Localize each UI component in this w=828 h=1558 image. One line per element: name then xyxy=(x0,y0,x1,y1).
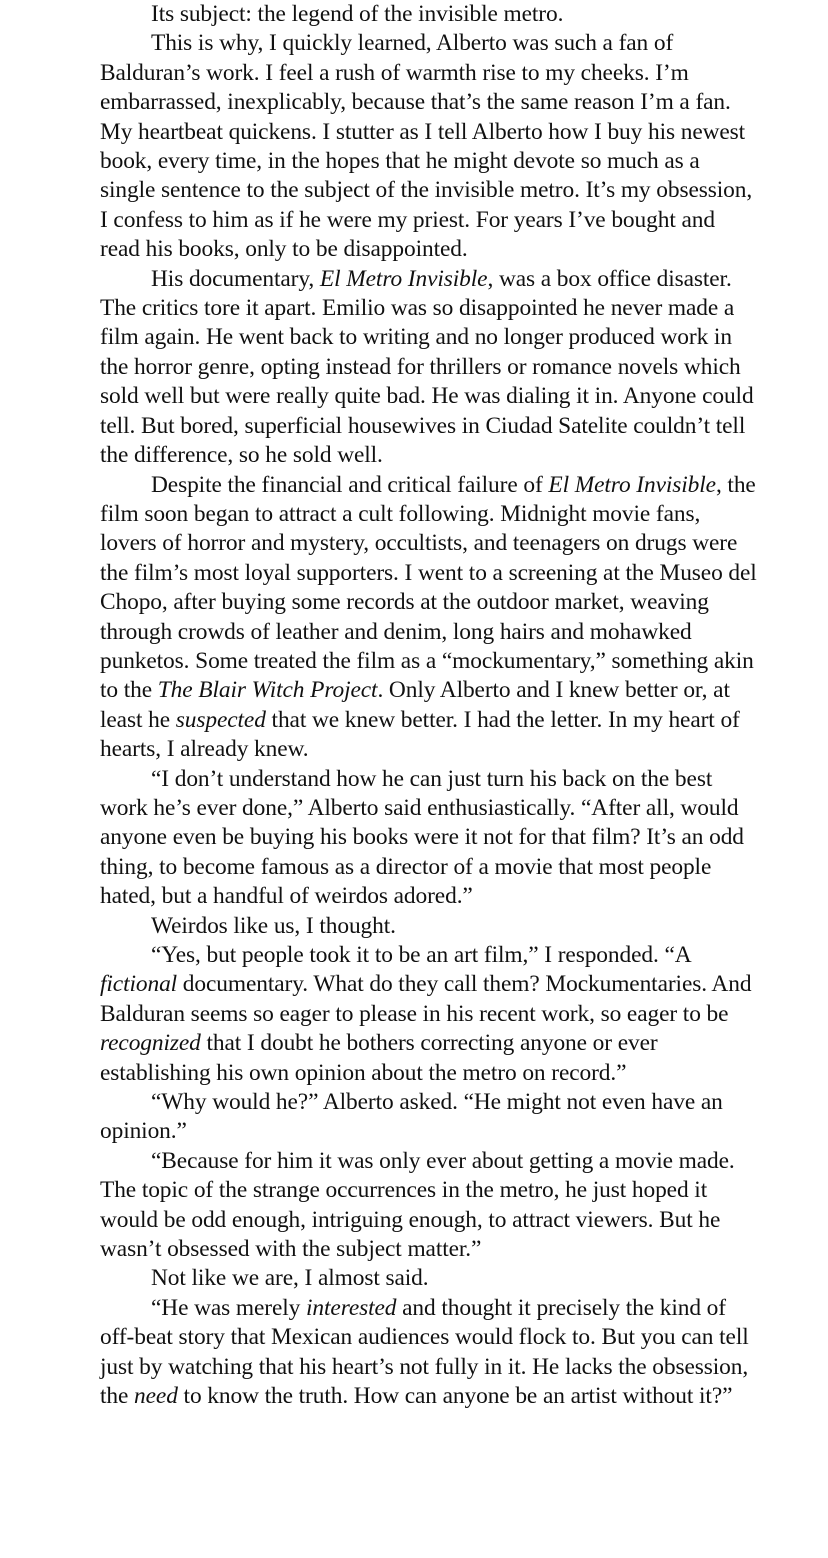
paragraph xyxy=(100,1264,760,1293)
text-run: “I don’t understand how he can just turn his back on the best work he’s ever done,” Alberto said enthusiastically. “After all, would anyone even be buying his books were it not for that film? It’s an odd thing, to become famous as a director of a movie that most people hated, but a handful of weirdos adored.” xyxy=(100,765,744,910)
paragraph xyxy=(100,471,760,765)
text-run: “Yes, but people took it to be an art film,” I responded. “A xyxy=(151,942,691,968)
book-page-text xyxy=(100,0,760,1412)
italic-text: interested xyxy=(306,1294,397,1321)
paragraph xyxy=(100,1088,760,1147)
italic-text: fictional xyxy=(100,971,178,998)
paragraph xyxy=(100,29,760,264)
italic-text: need xyxy=(134,1383,178,1410)
italic-text: recognized xyxy=(100,1030,201,1057)
paragraph xyxy=(100,1294,760,1412)
text-run: Not like we are, I almost said. xyxy=(151,1265,429,1292)
paragraph xyxy=(100,0,760,29)
paragraph xyxy=(100,941,760,1088)
text-run: Despite the financial and critical failure of xyxy=(151,471,549,498)
text-run: , was a box office disaster. The critics tore it apart. Emilio was so disappointed he never made a film again. He went back to writing and no longer produced work in the horror genre, opting instead for thrillers or romance novels which sold well but were really quite bad. He was dialing it in. Anyone could tell. But bored, superficial housewives in Ciudad Satelite couldn’t tell the difference, so he sold well. xyxy=(100,265,754,469)
italic-text: El Metro Invisible xyxy=(319,265,488,292)
paragraph xyxy=(100,912,760,941)
text-run: , the film soon began to attract a cult following. Midnight movie fans, lovers of horror and mystery, occultists, and teenagers on drugs were the film’s most loyal supporters. I went to a screening at the Museo del Chopo, after buying some records at the outdoor market, weaving through crowds of leather and denim, long hairs and mohawked punketos. Some treated the film as a “mockumentary,” something akin to the xyxy=(100,471,757,704)
italic-text: The Blair Witch Project xyxy=(157,677,378,704)
text-run: Its subject: the legend of the invisible metro. xyxy=(151,1,564,27)
text-run: to know the truth. How can anyone be an artist without it?” xyxy=(177,1383,733,1410)
text-run: This is why, I quickly learned, Alberto was such a fan of Balduran’s work. I feel a rush of warmth rise to my cheeks. I’m embarrassed, inexplicably, because that’s the same reason I’m a fan. My heartbeat quickens. I stutter as I tell Alberto how I buy his newest book, every time, in the hopes that he might devote so much as a single sentence to the subject of the invisible metro. It’s my obsession, I confess to him as if he were my priest. For years I’ve bought and read his books, only to be disappointed. xyxy=(100,30,753,263)
text-run: “He was merely xyxy=(151,1294,307,1321)
text-run: documentary. What do they call them? Mockumentaries. And Balduran seems so eager to please in his recent work, so eager to be xyxy=(100,971,752,1027)
text-run: . Only Alberto and I knew better or, at least he xyxy=(100,677,730,733)
italic-text: suspected xyxy=(175,706,266,733)
text-run: “Why would he?” Alberto asked. “He might not even have an opinion.” xyxy=(100,1089,723,1145)
text-run: Weirdos like us, I thought. xyxy=(151,912,396,939)
paragraph xyxy=(100,765,760,912)
paragraph xyxy=(100,265,760,471)
text-run: and thought it precisely the kind of off-beat story that Mexican audiences would flock to. But you can tell just by watching that his heart’s not fully in it. He lacks the obsession, the xyxy=(100,1294,749,1410)
text-run: “Because for him it was only ever about getting a movie made. The topic of the strange occurrences in the metro, he just hoped it would be odd enough, intriguing enough, to attract viewers. But he wasn’t obsessed with the subject matter.” xyxy=(100,1147,735,1263)
text-run: that we knew better. I had the letter. In my heart of hearts, I already knew. xyxy=(100,706,740,763)
text-run: His documentary, xyxy=(151,265,320,292)
paragraph xyxy=(100,1147,760,1265)
italic-text: El Metro Invisible xyxy=(548,471,716,498)
text-run: that I doubt he bothers correcting anyone or ever establishing his own opinion about the metro on record.” xyxy=(100,1030,658,1086)
